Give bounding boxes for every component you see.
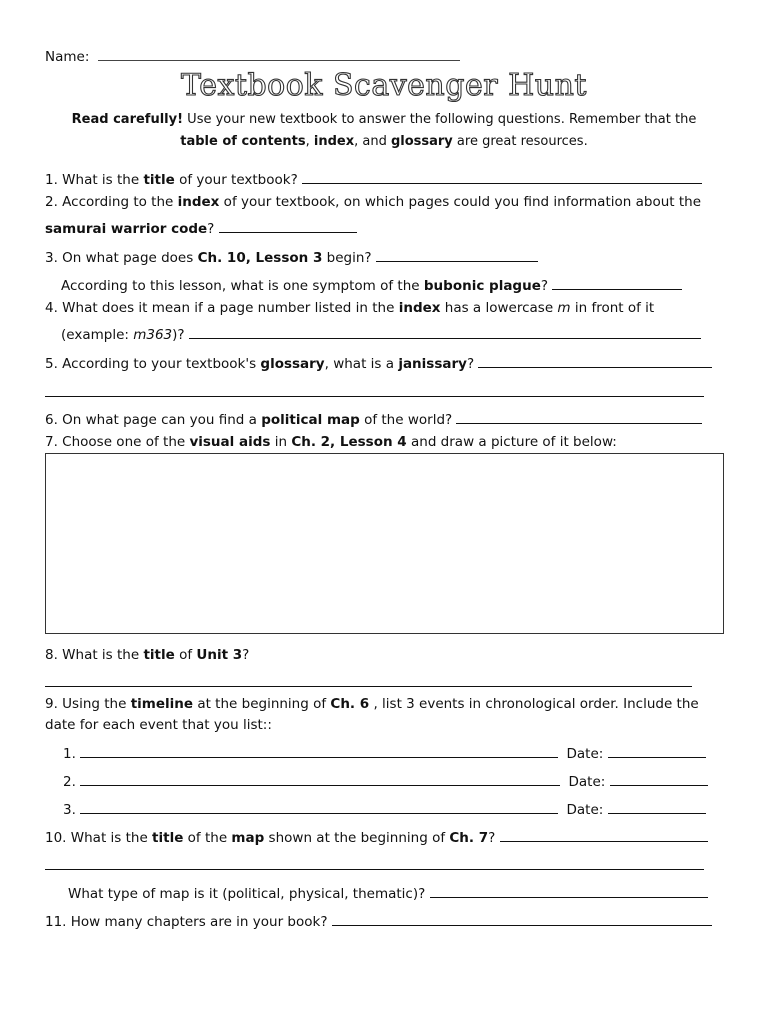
q9-date-label: Date: [566, 802, 604, 818]
q9-event-row-2 [63, 772, 708, 791]
q5-answer-blank[interactable] [478, 354, 712, 368]
q9-event-number: 3. [63, 802, 76, 818]
q11-answer-blank[interactable] [332, 912, 712, 926]
question-9-line-2 [45, 716, 272, 734]
q9-event-number: 2. [63, 774, 76, 790]
q4-example: m363 [133, 327, 173, 343]
question-3-sub [61, 276, 682, 295]
q8-text-e: ? [242, 647, 250, 663]
name-row [45, 47, 460, 66]
q7-bold-2: Ch. 2, Lesson 4 [291, 434, 407, 450]
q7-text-a: 7. Choose one of the [45, 434, 190, 450]
q4-italic-m: m [557, 300, 571, 316]
q10-text-a: 10. What is the [45, 830, 153, 846]
q9-event-blank[interactable] [80, 772, 560, 786]
question-10 [45, 828, 708, 847]
q6-text-c: of the world? [359, 412, 453, 428]
q11-text-a: 11. How many chapters are in your book? [45, 914, 328, 930]
q3-text-c: begin? [322, 250, 372, 266]
q6-bold: political map [261, 412, 360, 428]
q9-bold-2: Ch. 6 [330, 696, 370, 712]
q10-answer-line-2[interactable] [45, 869, 704, 870]
q3-sub-text-c: ? [540, 278, 549, 294]
q7-text-e: and draw a picture of it below: [406, 434, 617, 450]
q9-date-blank[interactable] [610, 772, 708, 786]
q2-text-a: 2. According to the [45, 194, 178, 210]
q7-bold: visual aids [189, 434, 271, 450]
q9-text-c: at the beginning of [193, 696, 331, 712]
q7-text-c: in [270, 434, 292, 450]
name-label: Name: [45, 49, 90, 65]
q4-text-e: in front of it [570, 300, 655, 316]
q1-answer-blank[interactable] [302, 170, 702, 184]
q1-text-a: 1. What is the [45, 172, 144, 188]
q4-bold: index [398, 300, 441, 316]
question-8 [45, 646, 249, 664]
glossary-term: glossary [390, 134, 453, 149]
q9-event-row-3 [63, 800, 706, 819]
question-11 [45, 912, 712, 931]
question-10-sub [68, 884, 708, 903]
name-blank[interactable] [98, 47, 460, 61]
toc-term: table of contents [180, 134, 306, 149]
q10-sub-text: What type of map is it (political, physical, thematic)? [68, 886, 426, 902]
q9-event-row-1 [63, 744, 706, 763]
q9-date-label: Date: [568, 774, 606, 790]
q9-date-blank[interactable] [608, 744, 706, 758]
q4-text-c: has a lowercase [440, 300, 558, 316]
q8-answer-line[interactable] [45, 686, 692, 687]
q6-answer-blank[interactable] [456, 410, 702, 424]
q3-sub-bold: bubonic plague [423, 278, 541, 294]
q9-text-e: , list 3 events in chronological order. Include the [369, 696, 699, 712]
q1-text-c: of your textbook? [174, 172, 298, 188]
question-4 [45, 299, 654, 317]
q5-answer-line-2[interactable] [45, 396, 704, 397]
sep-1: , [305, 134, 314, 149]
question-1 [45, 170, 702, 189]
instructions-line-2 [0, 131, 768, 153]
q3-sub-text-a: According to this lesson, what is one symptom of the [61, 278, 424, 294]
q3-bold: Ch. 10, Lesson 3 [197, 250, 323, 266]
q10-bold: title [152, 830, 184, 846]
sep-3: are great resources. [452, 134, 588, 149]
worksheet-title: Textbook Scavenger Hunt [181, 68, 587, 103]
q9-date-label: Date: [566, 746, 604, 762]
q9-event-blank[interactable] [80, 800, 558, 814]
q9-text-line2: date for each event that you list:: [45, 717, 272, 733]
q4-answer-blank[interactable] [189, 325, 701, 339]
q9-event-blank[interactable] [80, 744, 558, 758]
q4-text-a: 4. What does it mean if a page number listed in the [45, 300, 399, 316]
q3-text-a: 3. On what page does [45, 250, 198, 266]
question-2-line-2 [45, 219, 357, 238]
q9-event-number: 1. [63, 746, 76, 762]
q10-text-c: of the [183, 830, 232, 846]
q9-bold: timeline [130, 696, 194, 712]
q8-bold-2: Unit 3 [196, 647, 243, 663]
q9-date-blank[interactable] [608, 800, 706, 814]
q2-text-e: ? [207, 221, 215, 237]
question-6 [45, 410, 702, 429]
q3-answer-blank[interactable] [376, 248, 538, 262]
q4-text-f: (example: [61, 327, 134, 343]
q10-bold-3: Ch. 7 [449, 830, 489, 846]
sep-2: , and [354, 134, 391, 149]
question-5 [45, 354, 712, 373]
q10-sub-answer-blank[interactable] [430, 884, 708, 898]
q8-bold: title [143, 647, 175, 663]
q3-sub-answer-blank[interactable] [552, 276, 682, 290]
q5-bold: glossary [260, 356, 325, 372]
q10-text-e: shown at the beginning of [264, 830, 450, 846]
question-3 [45, 248, 538, 267]
q2-answer-blank[interactable] [219, 219, 357, 233]
q10-bold-2: map [231, 830, 265, 846]
q10-text-g: ? [488, 830, 496, 846]
instructions-text-1: Use your new textbook to answer the following questions. Remember that the [183, 112, 697, 127]
question-4-line-2 [61, 325, 701, 344]
q10-answer-blank[interactable] [500, 828, 708, 842]
read-carefully-text: Read carefully! [71, 112, 184, 127]
q8-text-c: of [174, 647, 197, 663]
q8-text-a: 8. What is the [45, 647, 144, 663]
q5-text-a: 5. According to your textbook's [45, 356, 261, 372]
q5-text-e: ? [466, 356, 475, 372]
question-2 [45, 193, 701, 211]
q2-bold-2: samurai warrior code [45, 221, 208, 237]
q5-text-c: , what is a [324, 356, 399, 372]
instructions-line-1 [0, 109, 768, 131]
q5-bold-2: janissary [398, 356, 467, 372]
q1-bold: title [143, 172, 175, 188]
q4-text-h: )? [172, 327, 185, 343]
q2-bold: index [177, 194, 220, 210]
q6-text-a: 6. On what page can you find a [45, 412, 262, 428]
q2-text-c: of your textbook, on which pages could you find information about the [219, 194, 702, 210]
question-9 [45, 695, 699, 713]
q9-text-a: 9. Using the [45, 696, 131, 712]
drawing-box[interactable] [45, 453, 724, 634]
question-7 [45, 433, 617, 451]
index-term: index [313, 134, 355, 149]
